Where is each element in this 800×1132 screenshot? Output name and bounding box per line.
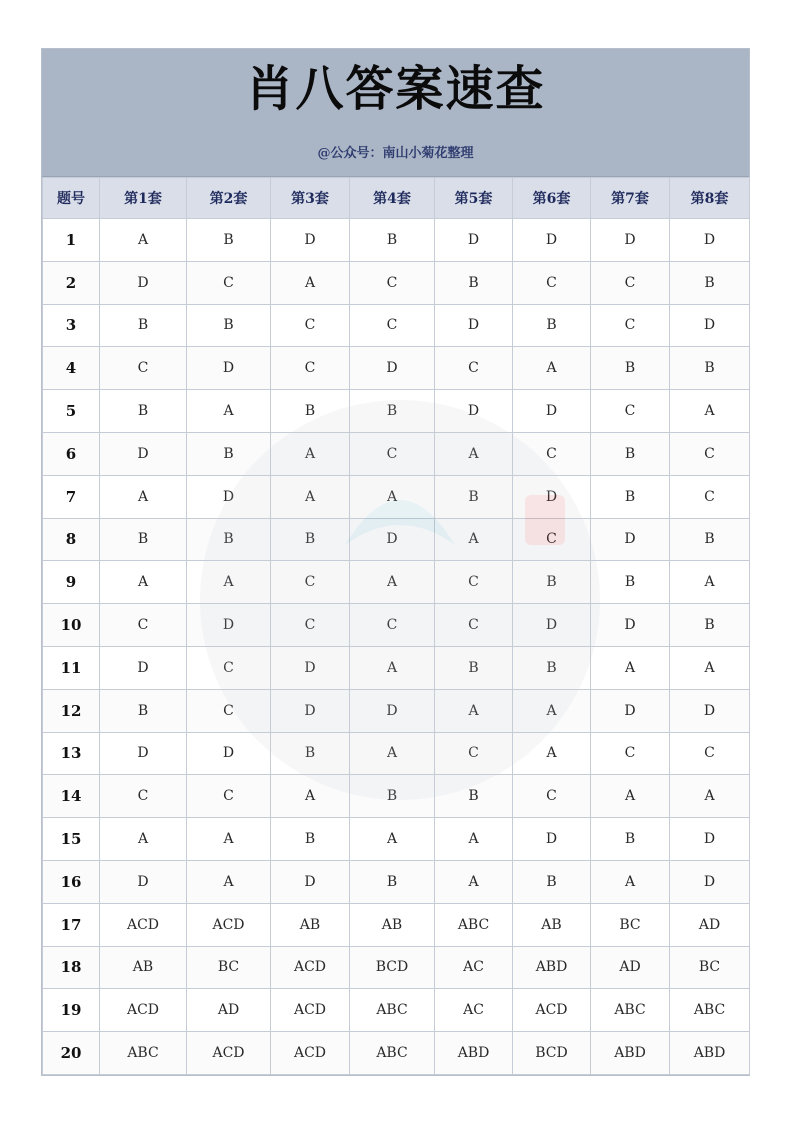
answer-cell: D (670, 219, 750, 262)
answer-cell: D (100, 646, 187, 689)
answer-cell: ABD (513, 946, 591, 989)
question-number-cell: 18 (43, 946, 100, 989)
answer-cell: C (187, 261, 271, 304)
table-row (43, 561, 750, 604)
answer-cell: D (591, 604, 670, 647)
answer-cell: C (513, 518, 591, 561)
page-subtitle: @公众号：南山小菊花整理 (317, 146, 474, 161)
answer-cell: B (591, 475, 670, 518)
answer-cell: B (350, 860, 435, 903)
table-header-row (43, 178, 750, 219)
answer-cell: A (435, 518, 513, 561)
answer-cell: AB (100, 946, 187, 989)
answer-cell: A (271, 432, 350, 475)
answer-cell: ABC (435, 903, 513, 946)
answer-cell: A (591, 775, 670, 818)
question-number-cell: 2 (43, 261, 100, 304)
answer-cell: B (513, 304, 591, 347)
answer-cell: ABC (670, 989, 750, 1032)
answer-cell: ABC (350, 989, 435, 1032)
answer-cell: ABC (100, 1032, 187, 1075)
question-number-cell: 4 (43, 347, 100, 390)
column-header-set-2: 第2套 (187, 178, 271, 219)
table-row (43, 518, 750, 561)
column-header-set-3: 第3套 (271, 178, 350, 219)
answer-cell: B (271, 732, 350, 775)
answer-cell: D (350, 689, 435, 732)
answer-cell: B (350, 390, 435, 433)
answer-cell: D (435, 304, 513, 347)
answer-cell: B (435, 261, 513, 304)
answer-cell: D (187, 732, 271, 775)
table-row (43, 432, 750, 475)
table-row (43, 903, 750, 946)
answer-cell: D (271, 689, 350, 732)
answer-cell: D (100, 432, 187, 475)
table-row (43, 732, 750, 775)
answer-cell: BCD (350, 946, 435, 989)
answer-cell: D (187, 347, 271, 390)
answer-cell: A (187, 860, 271, 903)
answer-cell: C (435, 604, 513, 647)
answer-cell: A (350, 732, 435, 775)
question-number-cell: 3 (43, 304, 100, 347)
answer-cell: D (513, 818, 591, 861)
answer-cell: B (350, 775, 435, 818)
answer-cell: ACD (513, 989, 591, 1032)
answer-cell: B (100, 304, 187, 347)
answer-cell: C (187, 689, 271, 732)
answer-cell: B (435, 475, 513, 518)
answer-cell: B (591, 347, 670, 390)
answer-cell: B (100, 518, 187, 561)
answer-cell: A (670, 390, 750, 433)
answer-cell: C (513, 775, 591, 818)
answer-cell: B (271, 818, 350, 861)
answer-cell: D (187, 604, 271, 647)
answer-cell: B (435, 646, 513, 689)
answer-cell: AC (435, 989, 513, 1032)
answer-cell: C (435, 347, 513, 390)
answer-cell: A (513, 732, 591, 775)
answer-cell: B (435, 775, 513, 818)
answer-cell: AC (435, 946, 513, 989)
answer-cell: A (100, 219, 187, 262)
table-row (43, 475, 750, 518)
answer-cell: ABC (591, 989, 670, 1032)
answer-cell: C (435, 732, 513, 775)
column-header-set-7: 第7套 (591, 178, 670, 219)
answer-cell: AD (591, 946, 670, 989)
answer-cell: A (591, 860, 670, 903)
question-number-cell: 19 (43, 989, 100, 1032)
answer-cell: C (271, 604, 350, 647)
answer-cell: B (670, 261, 750, 304)
answer-cell: A (435, 818, 513, 861)
answer-cell: ABD (591, 1032, 670, 1075)
answer-cell: D (271, 219, 350, 262)
answer-cell: C (271, 561, 350, 604)
answer-cell: AD (670, 903, 750, 946)
answer-cell: ABD (435, 1032, 513, 1075)
title-banner (42, 49, 749, 177)
answer-cell: D (271, 646, 350, 689)
answer-cell: BC (591, 903, 670, 946)
answer-cell: D (100, 732, 187, 775)
question-number-cell: 1 (43, 219, 100, 262)
answer-cell: C (350, 261, 435, 304)
answer-cell: A (670, 775, 750, 818)
column-header-question-number: 题号 (43, 178, 100, 219)
answer-cell: C (271, 347, 350, 390)
answer-cell: C (435, 561, 513, 604)
answer-cell: A (350, 646, 435, 689)
table-row (43, 775, 750, 818)
answer-cell: BC (187, 946, 271, 989)
answer-cell: D (271, 860, 350, 903)
column-header-set-5: 第5套 (435, 178, 513, 219)
answer-cell: AB (271, 903, 350, 946)
table-row (43, 390, 750, 433)
answer-cell: D (350, 347, 435, 390)
answer-cell: A (350, 818, 435, 861)
answer-cell: ACD (271, 1032, 350, 1075)
question-number-cell: 15 (43, 818, 100, 861)
answer-cell: C (591, 390, 670, 433)
answer-cell: ACD (271, 946, 350, 989)
answer-cell: C (187, 775, 271, 818)
answer-cell: D (670, 818, 750, 861)
table-row (43, 219, 750, 262)
answer-cell: AB (513, 903, 591, 946)
answer-cell: AD (187, 989, 271, 1032)
answer-cell: ACD (100, 903, 187, 946)
answer-cell: A (513, 689, 591, 732)
answer-cell: A (271, 775, 350, 818)
answer-cell: ACD (187, 903, 271, 946)
answer-cell: B (187, 432, 271, 475)
answer-cell: C (271, 304, 350, 347)
answer-cell: D (435, 390, 513, 433)
question-number-cell: 16 (43, 860, 100, 903)
table-row (43, 347, 750, 390)
answer-cell: D (591, 689, 670, 732)
answer-cell: A (350, 475, 435, 518)
answer-cell: C (350, 304, 435, 347)
column-header-set-4: 第4套 (350, 178, 435, 219)
answer-cell: D (100, 261, 187, 304)
question-number-cell: 11 (43, 646, 100, 689)
table-row (43, 1032, 750, 1075)
question-number-cell: 9 (43, 561, 100, 604)
answer-cell: A (271, 475, 350, 518)
answer-cell: A (435, 432, 513, 475)
table-row (43, 646, 750, 689)
answer-cell: B (271, 518, 350, 561)
answer-cell: A (513, 347, 591, 390)
table-row (43, 304, 750, 347)
answer-cell: D (435, 219, 513, 262)
question-number-cell: 6 (43, 432, 100, 475)
answer-cell: B (271, 390, 350, 433)
answer-cell: B (591, 818, 670, 861)
answer-cell: C (187, 646, 271, 689)
answer-cell: A (100, 475, 187, 518)
question-number-cell: 10 (43, 604, 100, 647)
question-number-cell: 5 (43, 390, 100, 433)
answer-cell: A (100, 818, 187, 861)
answer-cell: C (670, 432, 750, 475)
answer-cell: B (187, 518, 271, 561)
answer-cell: B (591, 561, 670, 604)
answer-cell: A (100, 561, 187, 604)
answer-cell: AB (350, 903, 435, 946)
answer-cell: C (350, 432, 435, 475)
answer-cell: D (513, 604, 591, 647)
answer-cell: D (513, 219, 591, 262)
answer-cell: B (513, 561, 591, 604)
answer-cell: C (670, 475, 750, 518)
table-row (43, 946, 750, 989)
answer-cell: A (350, 561, 435, 604)
column-header-set-8: 第8套 (670, 178, 750, 219)
page-title: 肖八答案速查 (245, 61, 546, 117)
answer-cell: C (100, 604, 187, 647)
answer-cell: ABC (350, 1032, 435, 1075)
answer-cell: C (591, 261, 670, 304)
table-row (43, 860, 750, 903)
answer-cell: A (670, 646, 750, 689)
question-number-cell: 8 (43, 518, 100, 561)
answer-cell: B (100, 390, 187, 433)
question-number-cell: 7 (43, 475, 100, 518)
answer-cell: D (591, 219, 670, 262)
answer-cell: A (591, 646, 670, 689)
answer-cell: D (670, 689, 750, 732)
answer-cell: B (187, 304, 271, 347)
answer-cell: ACD (100, 989, 187, 1032)
answer-cell: B (670, 518, 750, 561)
answer-cell: D (670, 860, 750, 903)
answer-cell: D (350, 518, 435, 561)
table-row (43, 604, 750, 647)
answer-cell: D (100, 860, 187, 903)
answer-cell: A (435, 860, 513, 903)
answer-cell: ACD (187, 1032, 271, 1075)
answer-cell: BCD (513, 1032, 591, 1075)
answer-cell: B (100, 689, 187, 732)
answer-cell: C (513, 432, 591, 475)
answer-cell: D (591, 518, 670, 561)
answer-cell: C (100, 775, 187, 818)
question-number-cell: 13 (43, 732, 100, 775)
answer-cell: ACD (271, 989, 350, 1032)
column-header-set-1: 第1套 (100, 178, 187, 219)
answer-cell: C (591, 304, 670, 347)
table-row (43, 261, 750, 304)
answer-cell: B (670, 604, 750, 647)
answer-sheet (41, 48, 750, 1076)
question-number-cell: 17 (43, 903, 100, 946)
answer-cell: A (435, 689, 513, 732)
answer-cell: C (513, 261, 591, 304)
answer-cell: D (513, 475, 591, 518)
question-number-cell: 12 (43, 689, 100, 732)
answer-cell: A (271, 261, 350, 304)
question-number-cell: 14 (43, 775, 100, 818)
answer-cell: A (187, 561, 271, 604)
answer-cell: D (670, 304, 750, 347)
answer-cell: C (670, 732, 750, 775)
answer-cell: B (350, 219, 435, 262)
table-row (43, 989, 750, 1032)
question-number-cell: 20 (43, 1032, 100, 1075)
column-header-set-6: 第6套 (513, 178, 591, 219)
answer-cell: D (513, 390, 591, 433)
answer-cell: D (187, 475, 271, 518)
answer-cell: B (591, 432, 670, 475)
answer-cell: B (513, 860, 591, 903)
table-body (43, 219, 750, 1075)
table-row (43, 689, 750, 732)
answer-cell: A (187, 390, 271, 433)
answer-cell: C (591, 732, 670, 775)
answer-cell: B (670, 347, 750, 390)
answer-cell: A (187, 818, 271, 861)
answer-cell: B (187, 219, 271, 262)
answer-cell: B (513, 646, 591, 689)
answer-cell: C (350, 604, 435, 647)
answer-cell: BC (670, 946, 750, 989)
answer-table (42, 177, 750, 1075)
answer-cell: C (100, 347, 187, 390)
table-row (43, 818, 750, 861)
answer-cell: A (670, 561, 750, 604)
answer-cell: ABD (670, 1032, 750, 1075)
